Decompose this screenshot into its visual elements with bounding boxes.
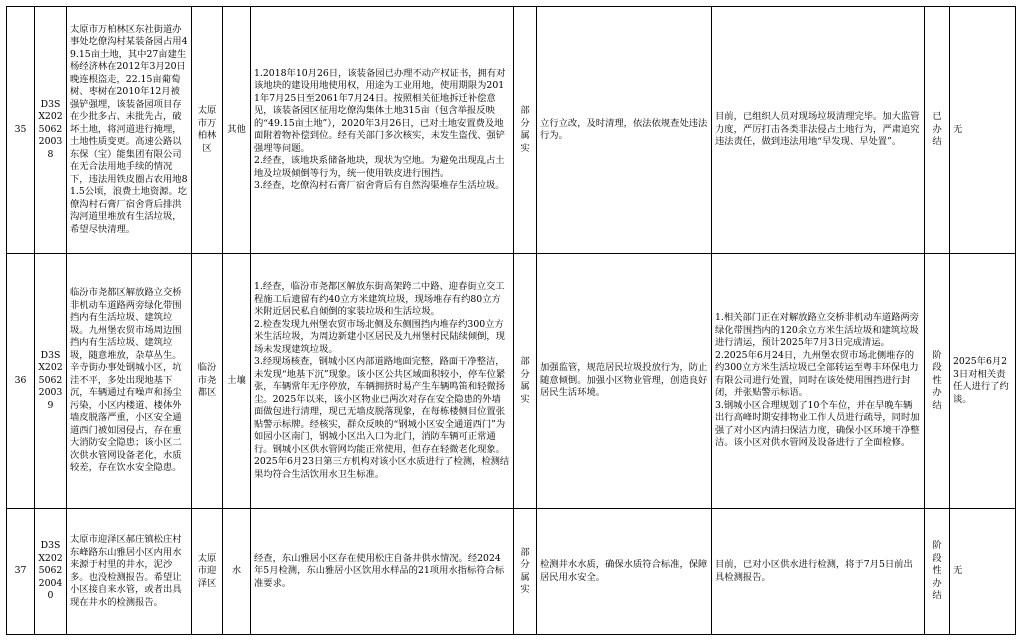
complaint-content: 太原市万柏林区东社街道办事处圪僚沟村某装备园占用49.15亩土地，其中27亩建生杨经济林在2012年3月20日晚连根盗走，22.15亩葡萄树、枣树在2010年12月被强铲强埋，该装备园项目存在少批多占、未批先占，破坏土地，将河道进行掩埋，土地性质变更。高速公路以东保（宝）能集团有限公司在无合法用地手续的情况下，违法用铁皮圈占农用地81.5公顷，浪费土地资源。圪僚沟村石膏厂宿舍背后排洪沟河道里堆放有生活垃圾，希望尽快清理。 [67, 7, 192, 254]
verdict: 部分属实 [514, 509, 537, 635]
investigation-findings [251, 509, 514, 635]
rectification-progress [712, 254, 925, 509]
handling-requirement: 加强监管，规范居民垃圾投放行为，防止随意倾倒。加强小区物业管理，创造良好居民生活环境。 [537, 254, 712, 509]
accountability: 2025年6月23日对相关责任人进行了约谈。 [950, 254, 1016, 509]
row-number: 35 [7, 7, 35, 254]
finding-paragraph: 2.检查发现九州堡农贸市场北侧及东侧围挡内堆存约300立方米生活垃圾，为周边新建小区居民及九州堡村民陆续倾倒，现场未发现建筑垃圾。 [254, 318, 506, 355]
verdict: 部分属实 [514, 7, 537, 254]
pollution-category: 水 [223, 509, 251, 635]
complaint-content: 临汾市尧都区解放路立交桥非机动车道路两旁绿化带围挡内有生活垃圾、建筑垃圾。九州堡农贸市场周边围挡内有生活垃圾、建筑垃圾，随意堆放，杂草丛生。辛寺街办事处钢城小区，坑洼不平，多处出现地基下沉，车辆通过有噪声和扬尘污染，小区内楼道、楼体外墙皮脱落严重，小区安全通道西门被如园侵占，存在重大消防安全隐患；该小区二次供水管网设备老化，水质较差，存在饮水安全隐患。 [67, 254, 192, 509]
verdict: 部分属实 [514, 254, 537, 509]
case-code: D3SX202506220039 [35, 254, 67, 509]
investigation-findings [251, 254, 514, 509]
completion-status: 已办结 [925, 7, 950, 254]
rectification-progress [712, 509, 925, 635]
complaint-content: 太原市迎泽区郝庄镇松庄村东峰路东山雅居小区内用水来源于村里的井水，泥沙多。也没检测报告。希望让小区接自来水管，或者出具现在井水的检测报告。 [67, 509, 192, 635]
progress-paragraph: 目前，已组织人员对现场垃圾清理完毕。加大监管力度，严厉打击各类非法侵占土地行为，严肃追究违法责任，做到违法用地“早发现、早处置”。 [715, 111, 920, 148]
case-code: D3SX202506220038 [35, 7, 67, 254]
district: 太原市迎泽区 [192, 509, 223, 635]
handling-requirement: 立行立改，及时清理，依法依规查处违法行为。 [537, 7, 712, 254]
district: 临汾市尧都区 [192, 254, 223, 509]
investigation-findings [251, 7, 514, 254]
finding-paragraph: 经查，东山雅居小区存在使用松庄自备井供水情况。经2024年5月检测，东山雅居小区饮用水样品的21项用水指标符合标准要求。 [254, 552, 505, 589]
table-row [7, 509, 1016, 635]
row-number: 36 [7, 254, 35, 509]
rectification-progress [712, 7, 925, 254]
finding-paragraph: 2.经查，该地块系储备地块，现状为空地。为避免出现乱占土地及垃圾倾倒等行为，统一使用铁皮进行围挡。 [254, 155, 505, 179]
finding-paragraph: 1.经查，临汾市尧都区解放东街高架跨二中路、迎春街立交工程施工后遗留有约40立方米建筑垃圾，现场堆存有约80立方米附近居民私自倾倒的家装垃圾和生活垃圾。 [254, 281, 505, 317]
completion-status: 阶段性办结 [925, 509, 950, 635]
finding-paragraph: 3.经现场核查，钢城小区内部道路地面完整，路面干净整洁，未发现“地基下沉”现象。该小区公共区域面积较小，停车位紧张，车辆常年无序停放，车辆拥挤时易产生车辆鸣笛和轻微扬尘。2025年以来，该小区物业已两次对存在安全隐患的外墙面做包进行清理，现已无墙皮脱落现象，在每栋楼侧目位置张贴警示标牌。经核实，群众反映的“钢城小区安全通道西门”为如园小区南门，钢城小区出入口为北门，消防车辆可正常通行。钢城小区供水管网均能正常使用，但存在轻微老化现象。2025年6月23日第三方机构对该小区水质进行了检测，检测结果均符合生活饮用水卫生标准。 [254, 356, 510, 480]
progress-paragraph: 2.2025年6月24日，九州堡农贸市场北侧堆存的约300立方米生活垃圾已全部转运至粤丰环保电力有限公司进行处置，同时在该处使用围挡进行封闭，并张贴警示标语。 [715, 349, 919, 399]
complaint-table [6, 6, 1016, 635]
case-code: D3SX202506220040 [35, 509, 67, 635]
progress-paragraph: 3.钢城小区合理规划了10个车位，并在早晚车辆出行高峰时期安排物业工作人员进行疏导，同时加强了对小区内清扫保洁力度，确保小区环境干净整洁。该小区对供水管网及设备进行了全面检修。 [715, 399, 920, 449]
finding-paragraph: 3.经查，圪僚沟村石膏厂宿舍背后有自然沟渠堆存生活垃圾。 [254, 180, 505, 191]
progress-paragraph: 目前，已对小区供水进行检测，将于7月5日前出具检测报告。 [715, 559, 913, 583]
handling-requirement: 检测井水水质，确保水质符合标准，保障居民用水安全。 [537, 509, 712, 635]
district: 太原市万柏林区 [192, 7, 223, 254]
accountability: 无 [950, 7, 1016, 254]
completion-status: 阶段性办结 [925, 254, 950, 509]
finding-paragraph: 1.2018年10月26日，该装备园已办理不动产权证书，拥有对该地块的建设用地使用权，用途为工业用地，使用期限为2011年7月25日至2061年7月24日。按照相关征地拆迁补偿意见，该装备园区征用圪僚沟集体土地315亩（包含举报反映的“49.15亩土地”），2020年3月26日，已对土地安置费及地面附着物补偿到位。经有关部门多次核实，未发生盗伐、强铲强埋等问题。 [254, 67, 506, 154]
table-row [7, 7, 1016, 254]
progress-paragraph: 1.相关部门正在对解放路立交桥非机动车道路两旁绿化带围挡内的120余立方米生活垃圾和建筑垃圾进行清运，预计2025年7月3日完成清运。 [715, 312, 920, 349]
table-row [7, 254, 1016, 509]
pollution-category: 土壤 [223, 254, 251, 509]
pollution-category: 其他 [223, 7, 251, 254]
accountability: 无 [950, 509, 1016, 635]
row-number: 37 [7, 509, 35, 635]
